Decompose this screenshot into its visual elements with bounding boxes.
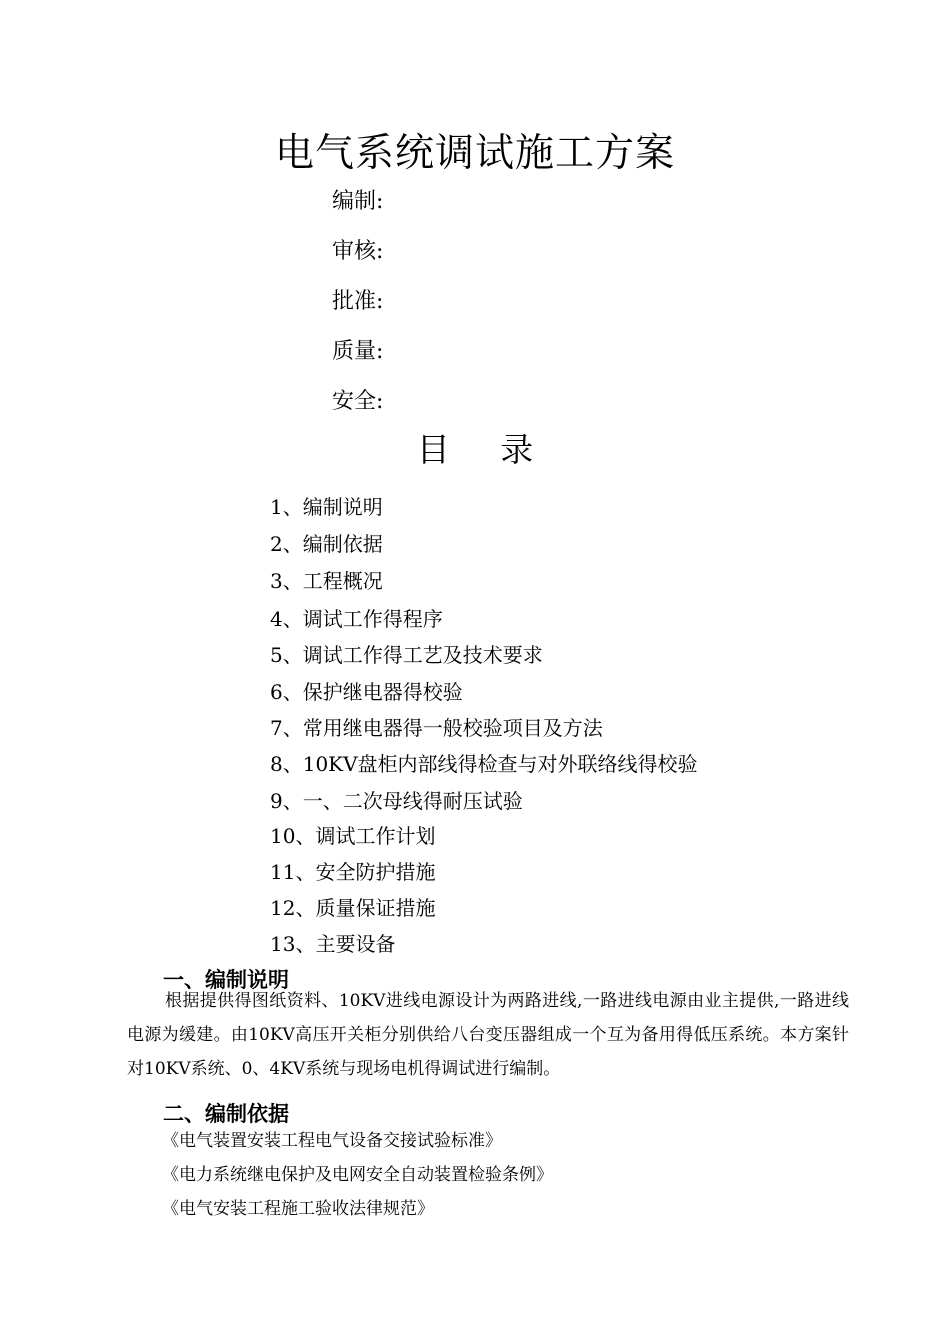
toc-item: 12、质量保证措施	[270, 896, 436, 920]
toc-heading: 目 录	[416, 430, 534, 469]
signoff-quality: 质量:	[332, 339, 384, 364]
section-heading-compilation-notes: 一、编制说明	[163, 968, 289, 992]
signoff-reviewer: 审核:	[332, 239, 384, 264]
toc-item: 11、安全防护措施	[270, 860, 436, 884]
toc-item: 2、编制依据	[270, 532, 383, 556]
toc-item: 13、主要设备	[270, 932, 396, 956]
reference-item: 《电气安装工程施工验收法律规范》	[162, 1199, 434, 1219]
toc-item: 7、常用继电器得一般校验项目及方法	[270, 716, 603, 740]
toc-item: 5、调试工作得工艺及技术要求	[270, 643, 543, 667]
toc-item: 4、调试工作得程序	[270, 607, 443, 631]
toc-item: 9、一、二次母线得耐压试验	[270, 789, 523, 813]
toc-item: 6、保护继电器得校验	[270, 680, 463, 704]
toc-item: 10、调试工作计划	[270, 824, 436, 848]
signoff-safety: 安全:	[332, 389, 384, 414]
toc-item: 3、工程概况	[270, 569, 383, 593]
section-heading-compilation-basis: 二、编制依据	[163, 1102, 289, 1126]
reference-item: 《电力系统继电保护及电网安全自动装置检验条例》	[162, 1165, 553, 1185]
document-title: 电气系统调试施工方案	[274, 131, 675, 176]
toc-item: 8、10KV盘柜内部线得检查与对外联络线得校验	[270, 752, 698, 776]
signoff-approver: 批准:	[332, 289, 384, 314]
toc-item: 1、编制说明	[270, 495, 383, 519]
compilation-notes-paragraph	[127, 984, 849, 1086]
paragraph-text: 根据提供得图纸资料、10KV进线电源设计为两路进线,一路进线电源由业主提供,一路进线电源为缓建。由10KV高压开关柜分别供给八台变压器组成一个互为备用得低压系统。本方案针对10KV系统、0、4KV系统与现场电机得调试进行编制。	[127, 991, 849, 1079]
reference-item: 《电气装置安装工程电气设备交接试验标准》	[162, 1131, 502, 1151]
signoff-compiler: 编制:	[332, 189, 384, 214]
